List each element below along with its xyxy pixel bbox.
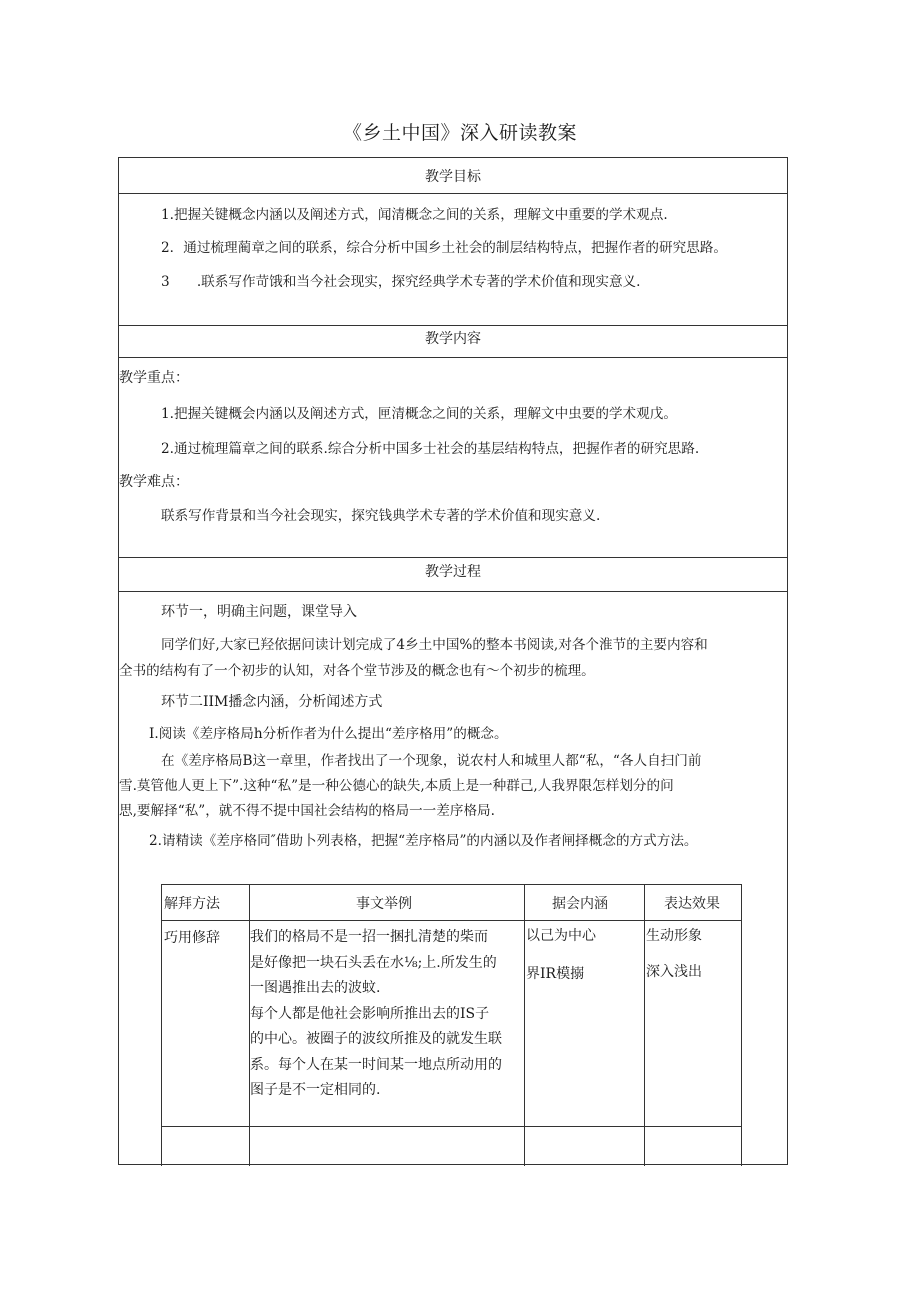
divider <box>119 591 787 592</box>
key-point-2: 2.通过梳理篇章之间的联系.综合分析中国多士社会的基层结构特点，把握作者的研究思路. <box>161 441 700 457</box>
effect-line-2: 深入浅出 <box>646 964 702 980</box>
step1-paragraph-line2: 全书的结构有了一个初步的认知，对各个堂节涉及的概念也有～个初步的梳理。 <box>119 663 595 679</box>
meaning-line-1: 以己为中心 <box>526 928 596 944</box>
paragraph-line2: 雪.莫管他人更上下”.这种“私”是一种公德心的缺失,本质上是一种群己,人我界限怎样划分的问 <box>119 778 674 794</box>
divider <box>119 325 787 326</box>
concept-analysis-table <box>161 884 742 1166</box>
objective-item-1: 1.把握关键概念内涵以及阐述方式，闻清概念之间的关系，理解文中重要的学术观点. <box>161 207 668 223</box>
example-line: 我们的格局不是一招一捆扎清楚的柴而 <box>250 929 488 945</box>
difficulty-label: 教学难点： <box>119 474 189 490</box>
row-divider <box>162 920 741 921</box>
example-line: 的中心。被圈子的波纹所推及的就发生联 <box>250 1031 502 1047</box>
lesson-plan-table <box>118 157 788 1165</box>
header-example: 事文举例 <box>356 896 412 912</box>
method-cell: 巧用修辞 <box>164 930 220 946</box>
divider <box>119 557 787 558</box>
step2-title: 环节二IIM播念内涵，分析闻述方式 <box>161 694 383 710</box>
difficulty-item: 联系写作背景和当今社会现实，探究钱典学术专著的学术价值和现实意义. <box>161 508 601 524</box>
paragraph-line1: 在《差序格局B这一章里，作者找出了一个现象，说农村人和城里人都“私，“各人自扫门前 <box>161 753 702 769</box>
document-title: 《乡土中国》深入研读教案 <box>342 122 577 144</box>
process-heading: 教学过程 <box>425 564 481 580</box>
example-cell <box>250 925 520 1104</box>
example-line: 是好像把一块石头丢在水⅛;上.所发生的 <box>250 954 497 971</box>
header-method: 解拜方法 <box>164 896 220 912</box>
process-item-1: I.阅读《差序格局h分析作者为什么提出“差序格用”的概念。 <box>149 726 508 742</box>
objective-item-2: 2．通过梳理蔺章之间的联系，综合分析中国乡土社会的制层结构特点，把握作者的研究思路。 <box>161 240 727 256</box>
objective-item-3: 3 .联系写作苛饿和当今社会现实，探究经典学术专著的学术价值和现实意义. <box>161 274 641 290</box>
effect-line-1: 生动形象 <box>646 928 702 944</box>
header-effect: 表达效果 <box>664 896 720 912</box>
column-divider <box>524 885 525 1166</box>
key-points-label: 教学重点： <box>119 370 189 386</box>
key-point-1: 1.把握关键概会内涵以及阐述方式，匣清概念之间的关系，理解文中虫要的学术观戊。 <box>161 406 677 422</box>
example-line: 系。每个人在某一时间某一地点所动用的 <box>250 1056 502 1073</box>
example-line: 图子是不一定相同的. <box>250 1082 381 1098</box>
objectives-heading: 教学目标 <box>425 169 481 185</box>
example-line: 每个人都是他社会影响所推出去的IS子 <box>250 1005 490 1022</box>
step1-title: 环节一，明确主问题，课堂导入 <box>161 604 357 620</box>
paragraph-line3: 思,要解择“私”，就不得不提中国社会结构的格局一一差序格局. <box>119 803 495 819</box>
divider <box>119 357 787 358</box>
process-item-2: 2.请精读《差序格同″借助卜列表格，把握“差序格局”的内涵以及作者闸择概念的方式方法。 <box>149 833 698 849</box>
step1-paragraph-line1: 同学们好,大家已羟依据问读计划完成了4乡土中国%的整本书阅读,对各个淮节的主要内容和 <box>161 637 708 653</box>
header-meaning: 据会内涵 <box>552 896 608 912</box>
divider <box>119 193 787 194</box>
example-line: 一图遇推出去的波蚊. <box>250 980 381 996</box>
column-divider <box>644 885 645 1166</box>
meaning-line-2: 界IR模搦 <box>526 966 585 982</box>
row-divider <box>162 1126 741 1127</box>
content-heading: 教学内容 <box>425 331 481 347</box>
